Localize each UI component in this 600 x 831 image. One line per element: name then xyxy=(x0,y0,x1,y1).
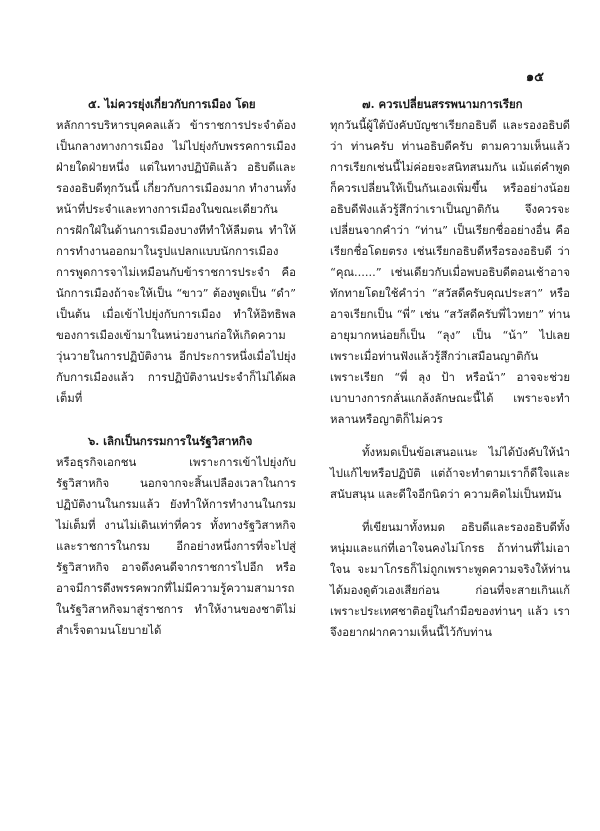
right-column xyxy=(330,94,570,643)
section-heading-6: ๖. เลิกเป็นกรรมการในรัฐวิสาหกิจ xyxy=(88,434,253,448)
closing-paragraph-2: ที่เขียนมาทั้งหมด อธิบดีและรองอธิบดีทั้งหนุ่มและแก่ที่เอาใจนคงไม่โกรธ ถ้าท่านที่ไม่เอาใจน จะมาโกรธก็ไม่ถูกเพราะพูดความจริงให้ท่านได้มองดูตัวเองเสียก่อน ก่อนที่จะสายเกินแก้ เพราะประเทศชาติอยู่ในกำมือของท่านๆ แล้ว เราจึงอยากฝากความเห็นนี้ไว้กับท่าน xyxy=(330,520,570,639)
section-body-7: ทุกวันนี้ผู้ใต้บังคับบัญชาเรียกอธิบดี และรองอธิบดีว่า ท่านครับ ท่านอธิบดีครับ ตามความเห็นแล้ว การเรียกเช่นนี้ไม่ค่อยจะสนิทสนมกัน แม้แต่คำพูดก็ควรเปลี่ยนให้เป็นกันเองเพิ่มขึ้น หรืออย่างน้อยอธิบดีฟังแล้วรู้สึกว่าเราเป็นญาติกัน จึงควรจะเปลี่ยนจากคำว่า “ท่าน” เป็นเรียกชื่ออย่างอื่น คือเรียกชื่อโดยตรง เช่นเรียกอธิบดีหรือรองอธิบดี ว่า “คุณ......” เช่นเดียวกับเมื่อพบอธิบดีตอนเช้าอาจทักทายโดยใช้คำว่า “สวัสดีครับคุณประสา” หรืออาจเรียกเป็น “พี่” เช่น “สวัสดีครับพี่ไวทยา” ท่านอายุมากหน่อยก็เป็น “ลุง” เป็น “น้า” ไปเลย เพราะเมื่อท่านฟังแล้วรู้สึกว่าเสมือนญาติกัน เพราะเรียก “พี่ ลุง ป้า หรือน้า” อาจจะช่วยเบาบางการกลั่นแกล้งลักษณะนี้ได้ เพราะจะทำหลานหรือญาติก็ไม่ควร xyxy=(330,118,570,426)
section-body-5: หลักการบริหารบุคคลแล้ว ข้าราชการประจำต้องเป็นกลางทางการเมือง ไม่ไปยุ่งกับพรรคการเมืองฝ่ายใดฝ่ายหนึ่ง แต่ในทางปฏิบัติแล้ว อธิบดีและรองอธิบดีทุกวันนี้ เกี่ยวกับการเมืองมาก ทำงานทั้งหน้าที่ประจำและทางการเมืองในขณะเดียวกันการฝักใฝ่ในด้านการเมืองบางทีทำให้ลืมตน ทำให้การทำงานออกมาในรูปแปลกแบบนักการเมือง การพูดการจาไม่เหมือนกับข้าราชการประจำ คือนักการเมืองถ้าจะให้เป็น “ขาว” ต้องพูดเป็น “ดำ” เป็นต้น เมื่อเข้าไปยุ่งกับการเมือง ทำให้อิทธิพลของการเมืองเข้ามาในหน่วยงานก่อให้เกิดความวุ่นวายในการปฏิบัติงาน อีกประการหนึ่งเมื่อไปยุ่งกับการเมืองแล้ว การปฏิบัติงานประจำก็ไม่ได้ผลเต็มที่ xyxy=(56,118,296,405)
section-heading-7: ๗. ควรเปลี่ยนสรรพนามการเรียก xyxy=(362,97,523,111)
section-heading-5: ๕. ไม่ควรยุ่งเกี่ยวกับการเมือง โดย xyxy=(88,97,256,111)
page-number: ๑๕ xyxy=(525,70,544,85)
left-column xyxy=(56,94,296,641)
section-body-6: หรือธุรกิจเอกชน เพราะการเข้าไปยุ่งกับรัฐวิสาหกิจ นอกจากจะสิ้นเปลืองเวลาในการปฏิบัติงานในกรมแล้ว ยังทำให้การทำงานในกรมไม่เต็มที่ งานไม่เดินเท่าที่ควร ทั้งทางรัฐวิสาหกิจและราชการในกรม อีกอย่างหนึ่งการที่จะไปสู่รัฐวิสาหกิจ อาจดึงคนดีจากราชการไปอีก หรืออาจมีการดึงพรรคพวกที่ไม่มีความรู้ความสามารถในรัฐวิสาหกิจมาสู่ราชการ ทำให้งานของชาติไม่สำเร็จตามนโยบายได้ xyxy=(56,455,296,637)
closing-paragraph-1: ทั้งหมดเป็นข้อเสนอแนะ ไม่ได้บังคับให้นำไปแก้ไขหรือปฏิบัติ แต่ถ้าจะทำตามเราก็ดีใจและสนับสนุน และดีใจอีกนิดว่า ความคิดไม่เป็นหมัน xyxy=(330,445,570,501)
